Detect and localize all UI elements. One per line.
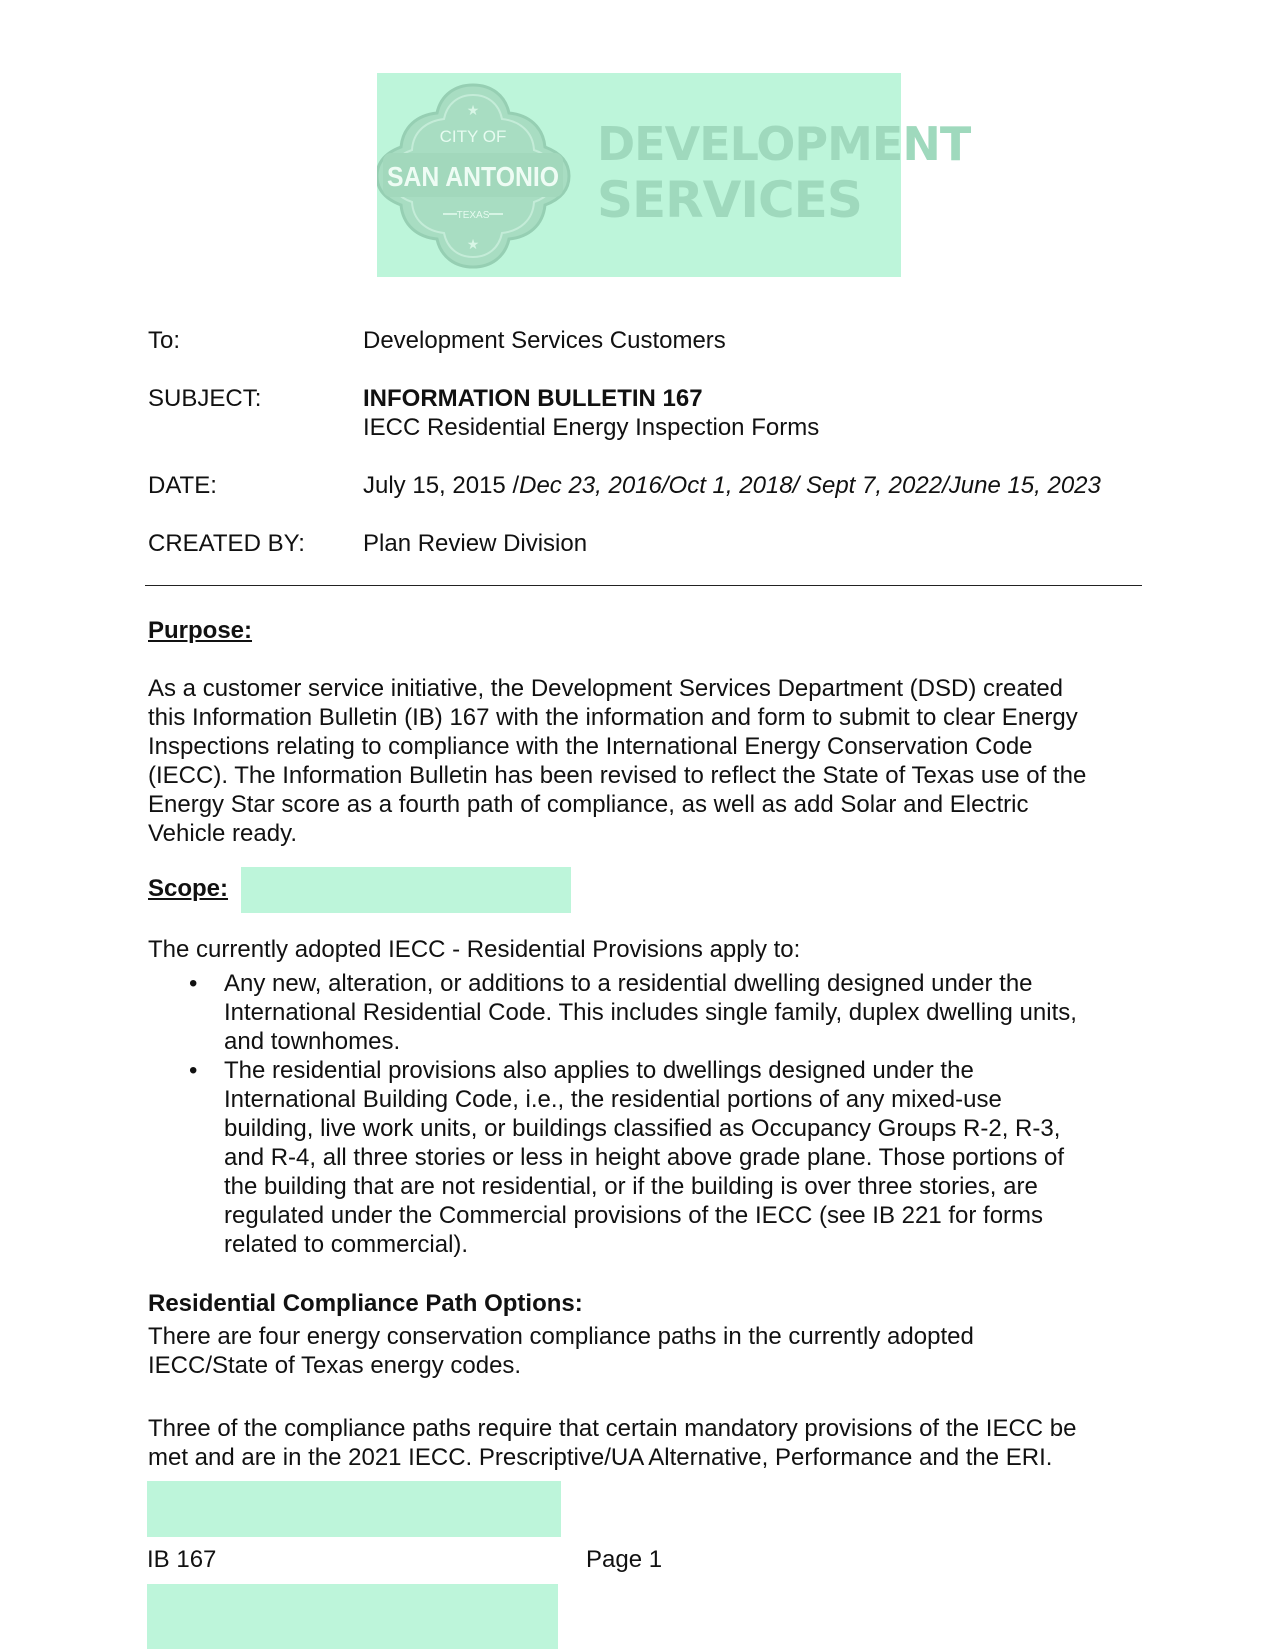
- date-original: July 15, 2015 /: [363, 472, 520, 499]
- redaction-box: [241, 867, 571, 913]
- compliance-paragraph-2: [148, 1414, 1148, 1472]
- bullet-line: The residential provisions also applies to dwellings designed under the: [224, 1057, 974, 1084]
- footer-page-number: Page 1: [586, 1546, 663, 1573]
- redaction-box: [147, 1584, 558, 1649]
- date-label: DATE:: [148, 472, 217, 499]
- to-label: To:: [148, 327, 181, 354]
- bullet-line: International Residential Code. This includes single family, duplex dwelling units,: [224, 999, 1077, 1026]
- purpose-line: (IECC). The Information Bulletin has been revised to reflect the State of Texas use of the: [148, 762, 1087, 789]
- purpose-line: this Information Bulletin (IB) 167 with the information and form to submit to clear Energy: [148, 704, 1078, 731]
- subject-label: SUBJECT:: [148, 385, 262, 412]
- svg-text:★: ★: [466, 103, 480, 119]
- purpose-line: Inspections relating to compliance with the International Energy Conservation Code: [148, 733, 1033, 760]
- purpose-paragraph: [148, 674, 1148, 848]
- bullet-icon: •: [189, 970, 198, 997]
- date-revisions: Dec 23, 2016/Oct 1, 2018/ Sept 7, 2022/June 15, 2023: [519, 472, 1101, 499]
- footer-doc-id: IB 167: [147, 1546, 217, 1573]
- bullet-line: building, live work units, or buildings classified as Occupancy Groups R-2, R-3,: [224, 1115, 1061, 1142]
- list-item: [185, 969, 1145, 1056]
- created-by-label: CREATED BY:: [148, 530, 305, 557]
- bullet-line: International Building Code, i.e., the residential portions of any mixed-use: [224, 1086, 1002, 1113]
- bullet-line: and townhomes.: [224, 1028, 401, 1055]
- bullet-line: Any new, alteration, or additions to a residential dwelling designed under the: [224, 970, 1033, 997]
- scope-intro: [148, 935, 1148, 964]
- list-item: [185, 1056, 1145, 1259]
- purpose-line: Energy Star score as a fourth path of compliance, as well as add Solar and Electric: [148, 791, 1029, 818]
- seal-bottom-text: TEXAS: [456, 210, 490, 221]
- purpose-line: As a customer service initiative, the Development Services Department (DSD) created: [148, 675, 1064, 702]
- bullet-line: related to commercial).: [224, 1231, 469, 1258]
- scope-bullet-list: [185, 969, 1145, 1259]
- purpose-heading: Purpose:: [148, 617, 253, 644]
- seal-main-text: SAN ANTONIO: [387, 161, 559, 192]
- scope-heading: Scope:: [148, 875, 229, 902]
- compliance-line: met and are in the 2021 IECC. Prescriptive/UA Alternative, Performance and the ERI.: [148, 1444, 1053, 1471]
- compliance-line: Three of the compliance paths require that certain mandatory provisions of the IECC be: [148, 1415, 1077, 1442]
- to-value: Development Services Customers: [363, 327, 726, 354]
- bullet-line: regulated under the Commercial provisions of the IECC (see IB 221 for forms: [224, 1202, 1044, 1229]
- compliance-line: There are four energy conservation compliance paths in the currently adopted: [148, 1323, 974, 1350]
- bullet-line: and R-4, all three stories or less in height above grade plane. Those portions of: [224, 1144, 1065, 1171]
- development-services-logo: [377, 73, 971, 277]
- svg-text:★: ★: [466, 237, 480, 253]
- bullet-line: the building that are not residential, or if the building is over three stories, are: [224, 1173, 1038, 1200]
- bullet-icon: •: [189, 1057, 198, 1084]
- date-value: [363, 471, 1101, 500]
- scope-intro-text: The currently adopted IECC - Residential Provisions apply to:: [148, 936, 801, 963]
- compliance-line: IECC/State of Texas energy codes.: [148, 1352, 522, 1379]
- compliance-heading: Residential Compliance Path Options:: [148, 1290, 583, 1317]
- subject-title: INFORMATION BULLETIN 167: [363, 385, 703, 412]
- subject-subtitle: IECC Residential Energy Inspection Forms: [363, 414, 820, 441]
- logo-wordmark-line2: SERVICES: [597, 171, 862, 229]
- redaction-box: [147, 1481, 561, 1537]
- created-by-value: Plan Review Division: [363, 530, 588, 557]
- purpose-line: Vehicle ready.: [148, 820, 297, 847]
- seal-top-text: CITY OF: [439, 127, 507, 146]
- logo-wordmark-line1: DEVELOPMENT: [597, 117, 971, 171]
- header-divider: [145, 585, 1142, 586]
- compliance-paragraph-1: [148, 1322, 1148, 1380]
